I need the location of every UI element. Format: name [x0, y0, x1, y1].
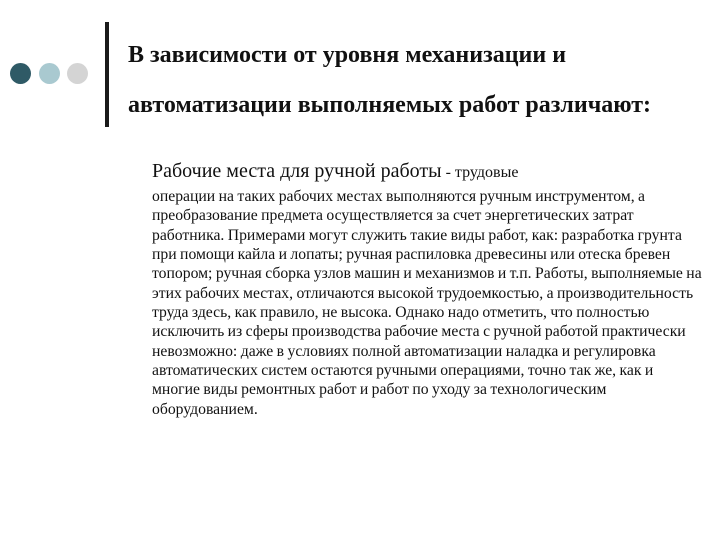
slide-title: В зависимости от уровня механизации и автоматизации выполняемых работ различают: — [128, 42, 652, 118]
dot-light-gray — [67, 63, 88, 84]
dot-dark — [10, 63, 31, 84]
decorative-dots — [10, 63, 100, 85]
lead-paragraph — [152, 157, 704, 187]
body-text: операции на таких рабочих местах выполняются ручным инструментом, а преобразование предмета осуществляется за счет энергетических затрат работника. Примерами могут служить такие виды работ, как: разработка грунта при помощи кайла и лопаты; ручная распиловка древесины или отеска бревен топором; ручная сборка узлов машин и механизмов и т.п. Работы, выполняемые на этих рабочих местах, отличаются высокой трудоемкостью, а производительность труда здесь, как правило, не высока. Однако надо отметить, что полностью исключить из сферы производства рабочие места с ручной работой практически невозможно: даже в условиях полной автоматизации наладка и регулировка автоматических систем остаются ручными операциями, точно так же, как и многие виды ремонтных работ и работ по уходу за технологическим оборудованием. — [152, 188, 702, 418]
slide-content — [152, 157, 704, 419]
dot-light-blue — [39, 63, 60, 84]
lead-title: Рабочие места для ручной работы — [152, 160, 442, 182]
title-divider — [105, 22, 109, 127]
lead-tail: - трудовые — [441, 164, 519, 181]
